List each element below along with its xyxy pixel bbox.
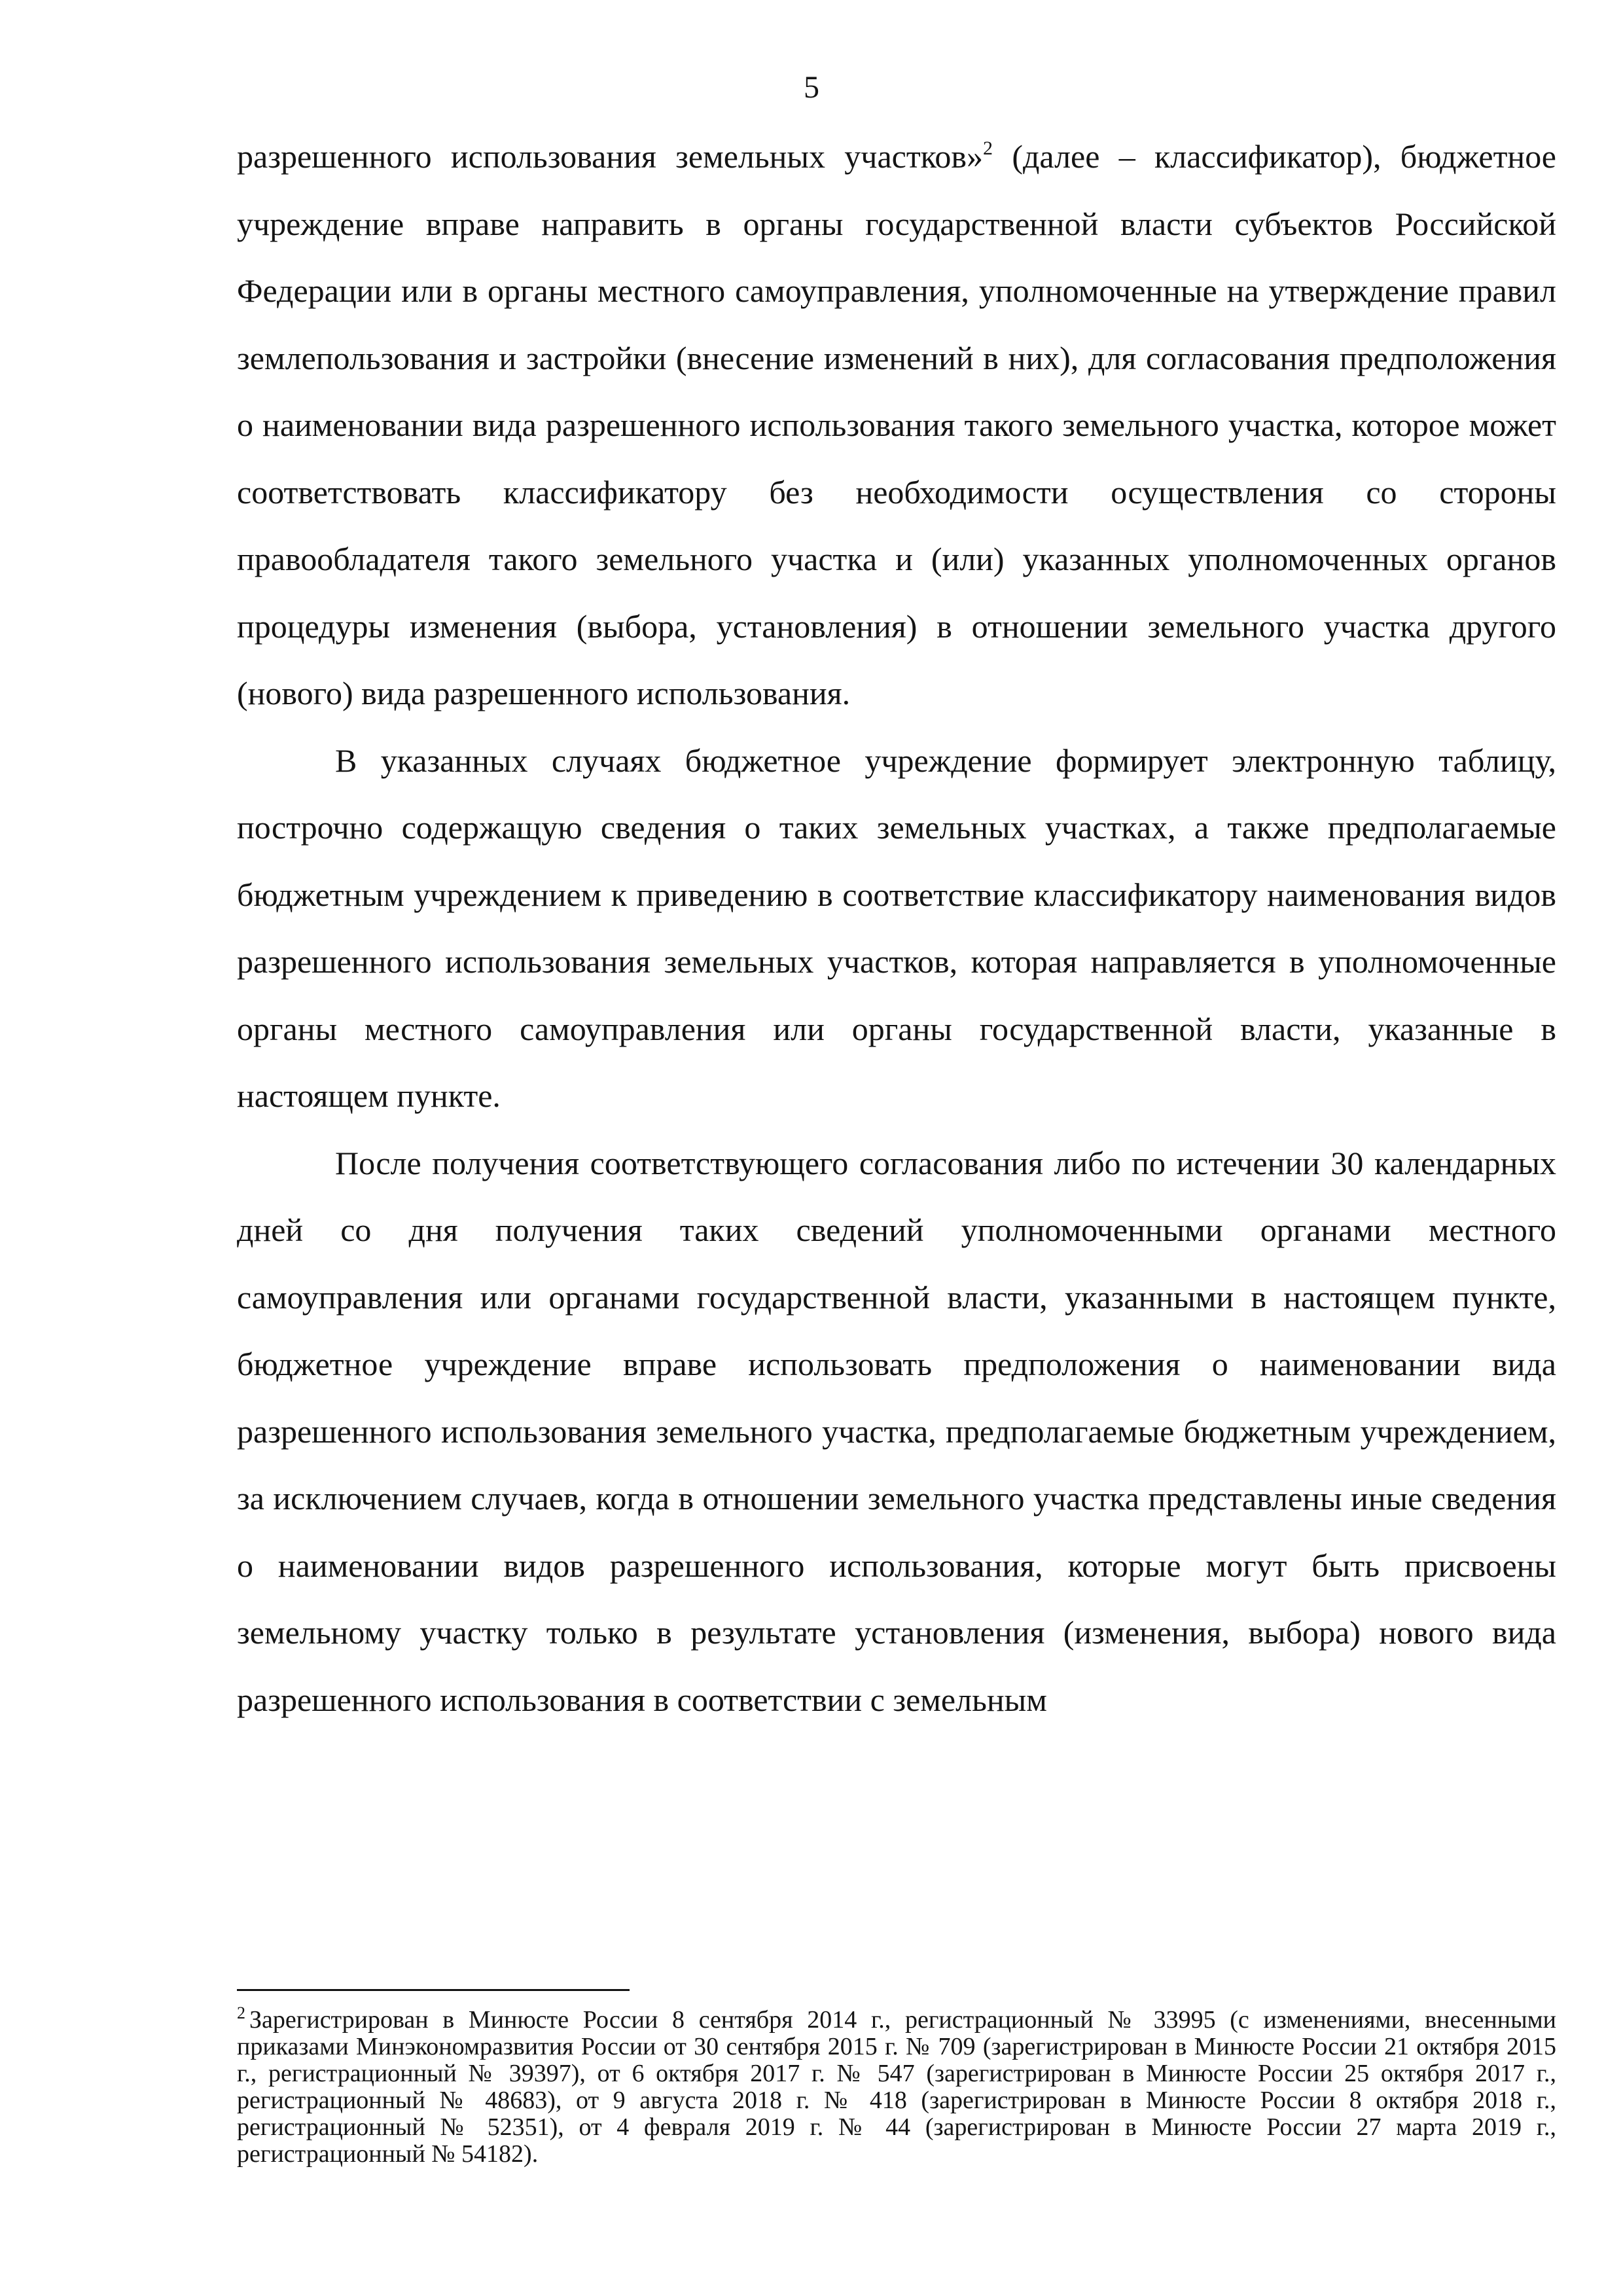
footnote xyxy=(237,2003,1556,2168)
paragraph-1-text-before-ref: разрешенного использования земельных участков» xyxy=(237,138,984,175)
paragraph-1-text-after-ref: (далее – классификатор), бюджетное учреждение вправе направить в органы государственной власти субъектов Российской Федерации или в органы местного самоуправления, уполномоченные на утверждение правил землепользования и застройки (внесение изменений в них), для согласования предположения о наименовании вида разрешенного использования такого земельного участка, которое может соответствовать классификатору без необходимости осуществления со стороны правообладателя такого земельного участка и (или) указанных уполномоченных органов процедуры изменения (выбора, установления) в отношении земельного участка другого (нового) вида разрешенного использования. xyxy=(237,138,1556,711)
footnote-reference[interactable]: 2 xyxy=(983,137,993,159)
footnote-separator xyxy=(237,1989,630,1991)
footnote-mark: 2 xyxy=(237,2003,245,2022)
document-body xyxy=(237,123,1556,1733)
paragraph-1 xyxy=(237,123,1556,727)
paragraph-2: В указанных случаях бюджетное учреждение формирует электронную таблицу, построчно содержащую сведения о таких земельных участках, а также предполагаемые бюджетным учреждением к приведению в соответствие классификатору наименования видов разрешенного использования земельных участков, которая направляется в уполномоченные органы местного самоуправления или органы государственной власти, указанные в настоящем пункте. xyxy=(237,742,1556,1114)
footnote-paragraph xyxy=(237,2003,1556,2168)
page-number: 5 xyxy=(804,70,819,105)
paragraph-3: После получения соответствующего согласования либо по истечении 30 календарных дней со дня получения таких сведений уполномоченными органами местного самоуправления или органами государственной власти, указанными в настоящем пункте, бюджетное учреждение вправе использовать предположения о наименовании вида разрешенного использования земельного участка, предполагаемые бюджетным учреждением, за исключением случаев, когда в отношении земельного участка представлены иные сведения о наименовании видов разрешенного использования, которые могут быть присвоены земельному участку только в результате установления (изменения, выбора) нового вида разрешенного использования в соответствии с земельным xyxy=(237,1144,1556,1718)
footnote-text: Зарегистрирован в Минюсте России 8 сентября 2014 г., регистрационный № 33995 (с изменениями, внесенными приказами Минэкономразвития России от 30 сентября 2015 г. № 709 (зарегистрирован в Минюсте России 21 октября 2015 г., регистрационный № 39397), от 6 октября 2017 г. № 547 (зарегистрирован в Минюсте России 25 октября 2017 г., регистрационный № 48683), от 9 августа 2018 г. № 418 (зарегистрирован в Минюсте России 8 октября 2018 г., регистрационный № 52351), от 4 февраля 2019 г. № 44 (зарегистрирован в Минюсте России 27 марта 2019 г., регистрационный № 54182). xyxy=(237,2006,1556,2168)
